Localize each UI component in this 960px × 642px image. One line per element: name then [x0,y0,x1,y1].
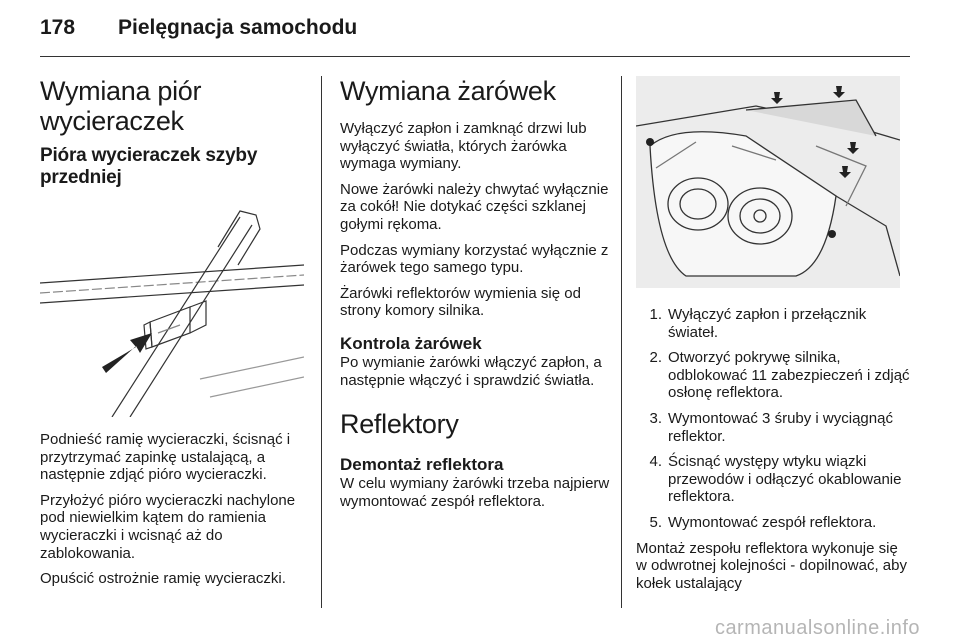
chapter-title: Pielęgnacja samochodu [118,16,358,39]
column-wiper [40,76,312,596]
header-divider [40,56,910,57]
section-title-headlamps: Reflektory [340,409,459,440]
paragraph-wiper-3: Opuścić ostrożnie ramię wycieraczki. [40,570,286,588]
step-item: 5. Wymontować zespół reflektora. [649,513,877,531]
headlamp-removal-steps [636,306,910,532]
page-number: 178 [40,16,76,39]
headlamp-icon [636,76,900,288]
section-title-bulbs: Wymiana żarówek [340,76,556,106]
step-item: 3. Wymontować 3 śruby i wyciągnąć reflektor. [649,409,893,445]
paragraph-bulbs-4: Żarówki reflektorów wymienia się od strony komory silnika. [340,284,581,320]
section-title-wiper: Wymiana piór wycieraczek [40,76,202,136]
heading-headlamp-removal: Demontaż reflektora [340,455,504,475]
paragraph-wiper-1: Podnieść ramię wycieraczki, ścisnąć i przytrzymać zapinkę ustalającą, a następnie zdjąć pióro wycieraczki. [40,431,291,484]
step-item: 4. Ścisnąć występy wtyku wiązki przewodów i odłączyć okablowanie reflektora. [649,453,902,506]
heading-bulb-check: Kontrola żarówek [340,333,482,353]
watermark: carmanualsonline.info [714,617,920,639]
paragraph-bulb-check: Po wymianie żarówki włączyć zapłon, a następnie włączyć i sprawdzić światła. [340,353,602,389]
headlamp-illustration [636,76,900,288]
column-divider-2 [621,76,622,608]
column-bulbs [340,76,612,518]
column-headlamp-steps [636,76,910,600]
paragraph-reassembly: Montaż zespołu reflektora wykonuje się w odwrotnej kolejności - dopilnować, aby kołek ustalający [636,539,907,592]
step-item: 2. Otworzyć pokrywę silnika, odblokować 11 zabezpieczeń i zdjąć osłonę reflektora. [649,349,910,402]
paragraph-bulbs-3: Podczas wymiany korzystać wyłącznie z żarówek tego samego typu. [340,241,609,277]
paragraph-headlamp-removal: W celu wymiany żarówki trzeba najpierw wymontować zespół reflektora. [340,475,610,510]
step-item: 1. Wyłączyć zapłon i przełącznik świateł. [649,306,867,341]
paragraph-bulbs-2: Nowe żarówki należy chwytać wyłącznie za cokół! Nie dotykać części szklanej gołymi rękoma. [340,180,609,233]
wiper-arm-icon [40,207,304,417]
column-divider-1 [321,76,322,608]
subsection-title-front-wiper: Pióra wycieraczek szyby przedniej [40,145,258,188]
paragraph-bulbs-1: Wyłączyć zapłon i zamknąć drzwi lub wyłączyć światła, których żarówka wymaga wymiany. [340,120,587,173]
paragraph-wiper-2: Przyłożyć pióro wycieraczki nachylone pod niewielkim kątem do ramienia wycieraczki i wcisnąć aż do zablokowania. [40,491,296,562]
wiper-illustration [40,207,304,417]
